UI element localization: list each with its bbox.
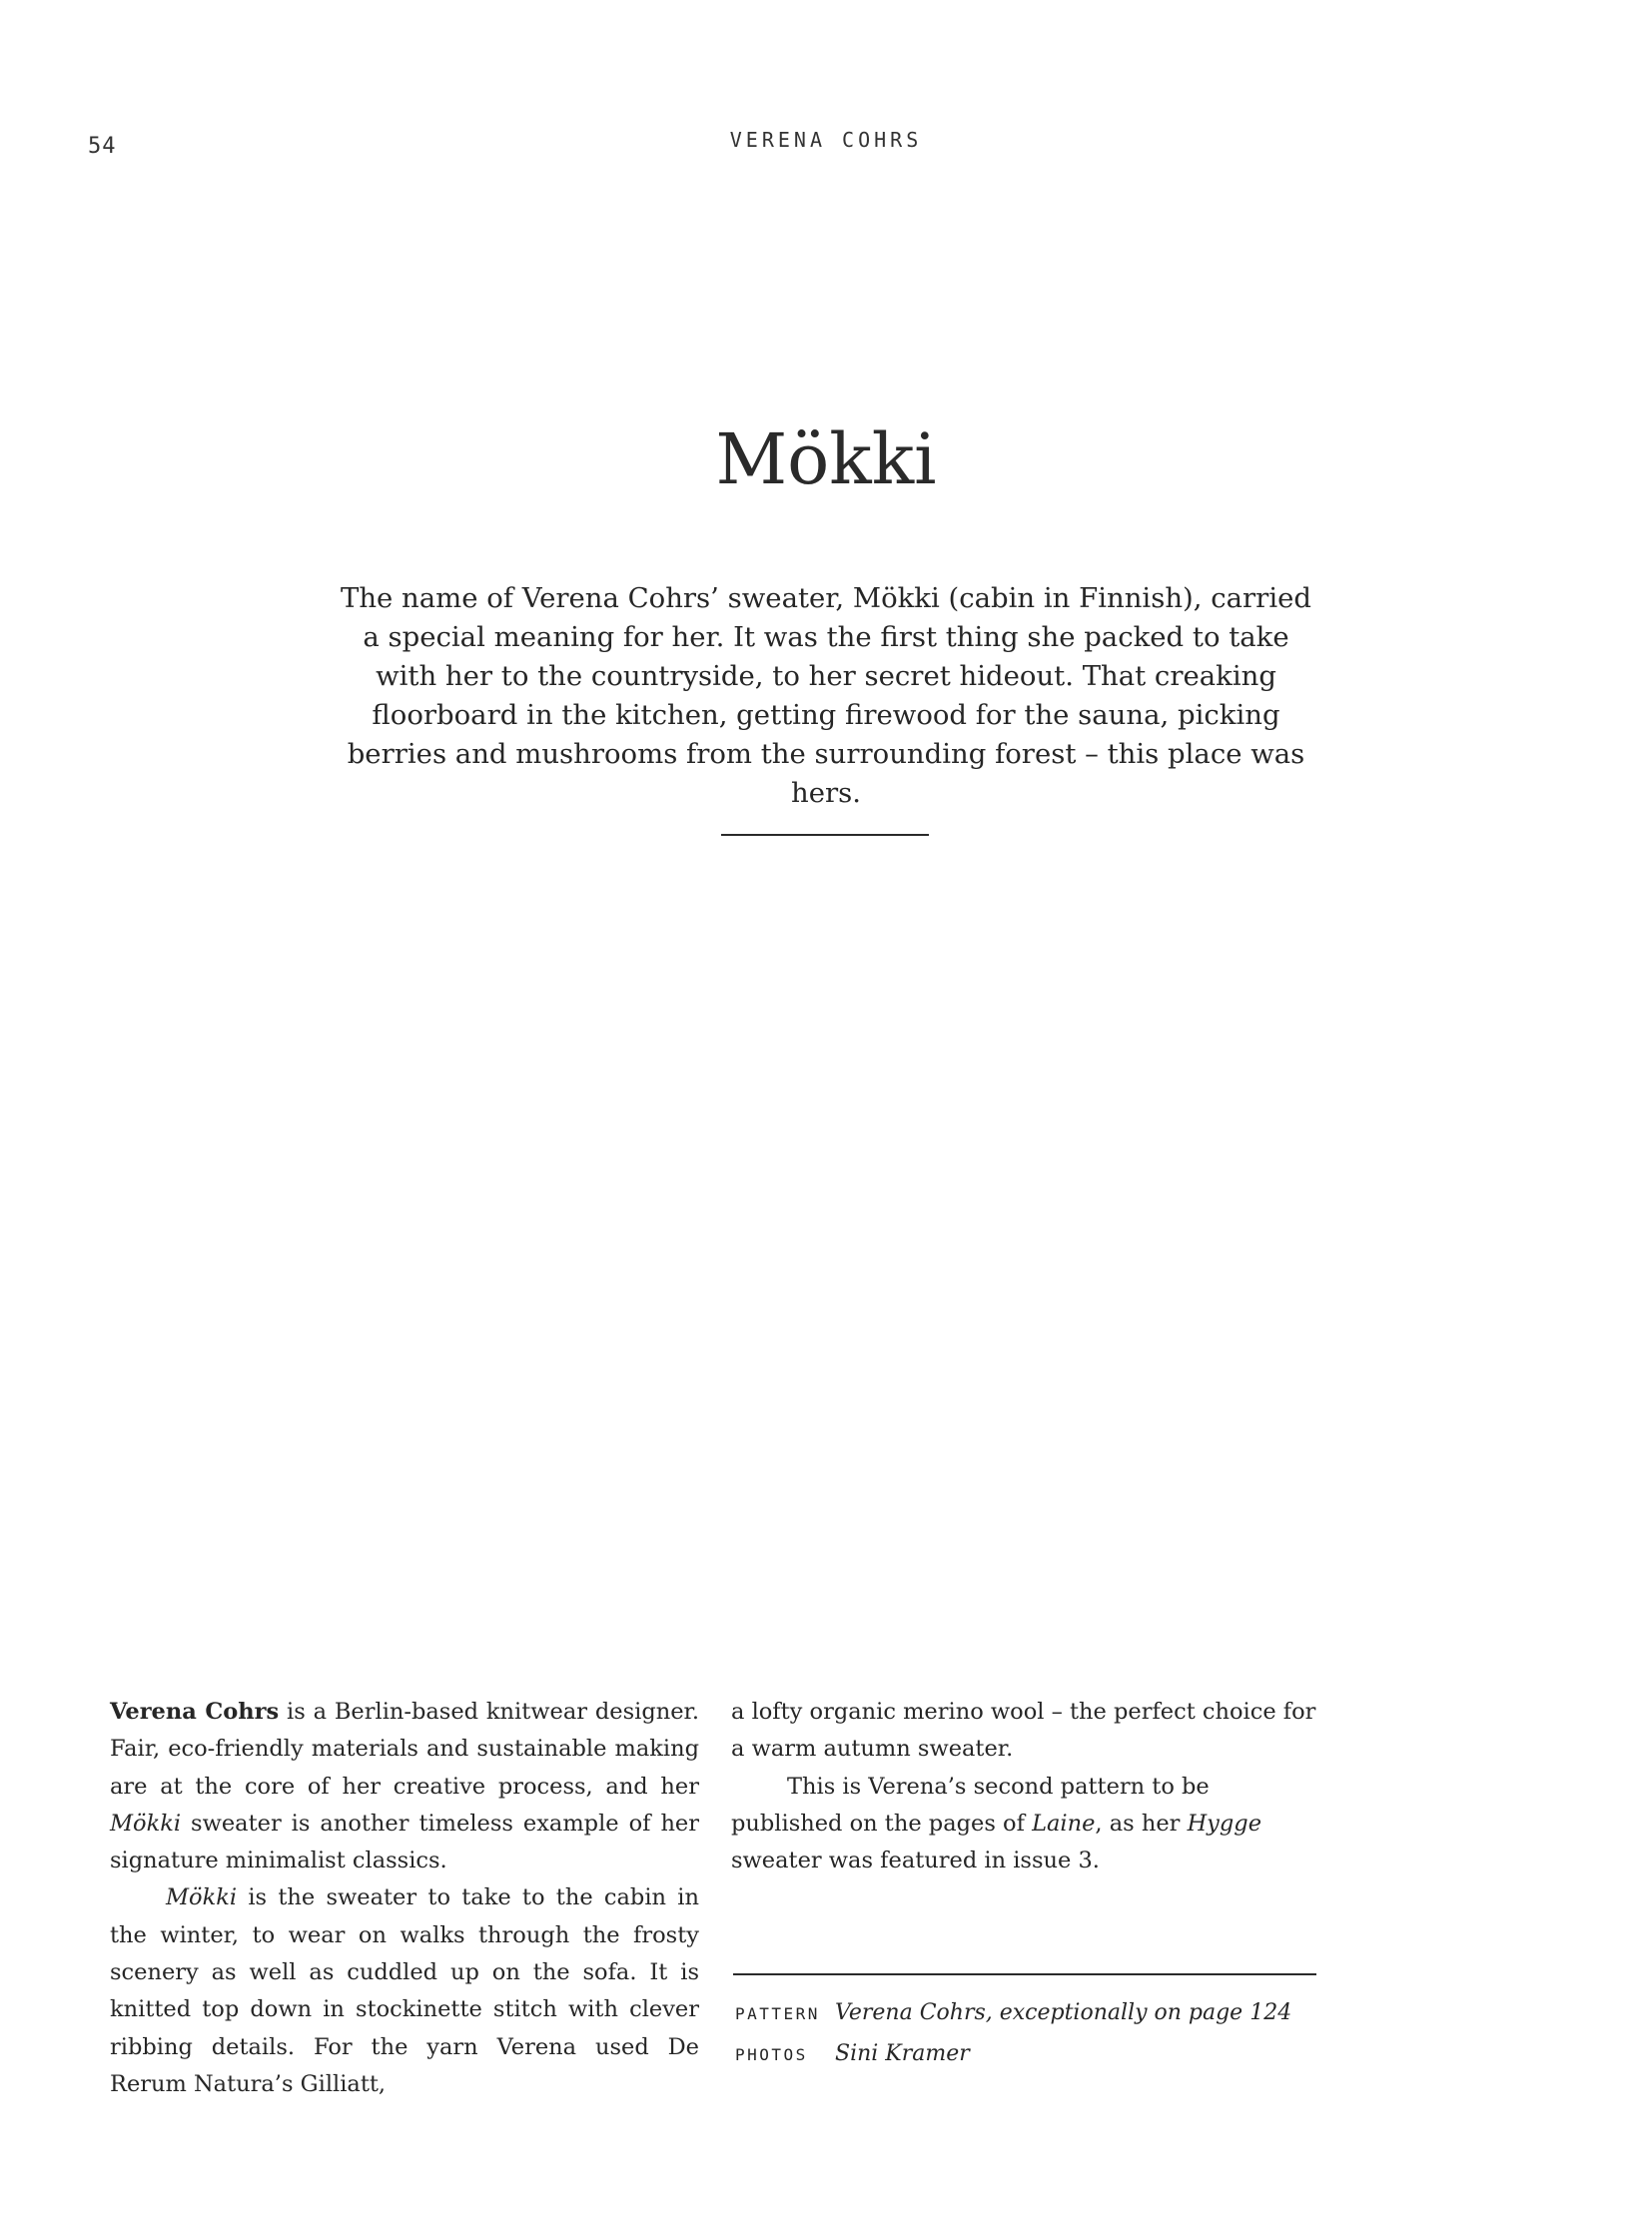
credit-photos-label: PHOTOS xyxy=(735,2045,808,2064)
sweater-name: Mökki xyxy=(166,1884,238,1911)
body-text: sweater is another timeless example of her signature minimalist classics. xyxy=(110,1810,699,1874)
sweater-name: Hygge xyxy=(1187,1810,1262,1837)
body-text: , as her xyxy=(1095,1810,1188,1837)
body-text: is the sweater to take to the cabin in the winter, to wear on walks through the frosty scenery as well as cuddled up on the sofa. It is knitted top down in stockinette stitch with clever ribbing details. For the yarn Verena used De Rerum Natura’s Gilliatt, xyxy=(110,1884,699,2097)
intro-paragraph: The name of Verena Cohrs’ sweater, Mökki (cabin in Finnish), carried a special meaning for her. It was the first thing she packed to take with her to the countryside, to her secret hideout. That creaking floorboard in the kitchen, getting firewood for the sauna, picking berries and mushrooms from the surrounding forest – this place was hers. xyxy=(340,582,1312,809)
designer-name: Verena Cohrs xyxy=(110,1699,280,1725)
credit-photos xyxy=(735,2040,1324,2066)
running-head: VERENA COHRS xyxy=(729,128,923,152)
body-paragraph-2 xyxy=(110,1879,699,2103)
credit-pattern xyxy=(735,1999,1324,2025)
body-text: sweater was featured in issue 3. xyxy=(731,1848,1100,1874)
article-title: Mökki xyxy=(715,418,937,500)
credits-divider xyxy=(733,1973,1316,1975)
body-paragraph-1 xyxy=(110,1694,699,1879)
intro-divider xyxy=(721,834,929,836)
magazine-name: Laine xyxy=(1032,1810,1096,1837)
body-text: This is Verena’s second pattern to be published on the pages of xyxy=(731,1773,1210,1837)
page-number: 54 xyxy=(88,134,117,159)
credit-pattern-value: Verena Cohrs, exceptionally on page 124 xyxy=(835,2000,1292,2025)
body-paragraph-3 xyxy=(731,1769,1320,1880)
sweater-name: Mökki xyxy=(110,1810,182,1837)
body-column-right xyxy=(731,1694,1320,1879)
body-text: is a Berlin-based knitwear designer. Fair, eco-friendly materials and sustainable making are at the core of her creative process, and her xyxy=(110,1699,699,1800)
body-column-left xyxy=(110,1694,699,2103)
credit-photos-value: Sini Kramer xyxy=(835,2041,970,2066)
credit-pattern-label: PATTERN xyxy=(735,2004,820,2023)
body-paragraph-2-continued: a lofty organic merino wool – the perfect choice for a warm autumn sweater. xyxy=(731,1699,1316,1763)
